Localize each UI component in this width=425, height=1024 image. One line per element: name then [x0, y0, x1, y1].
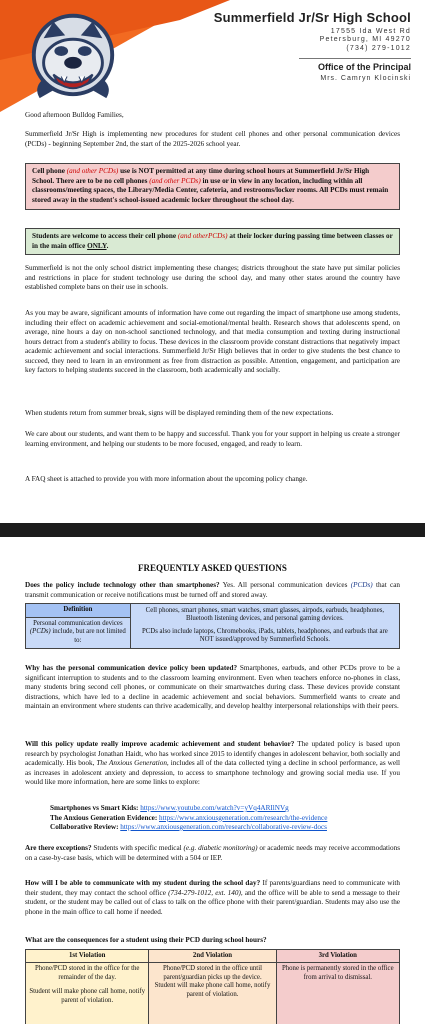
definition-devices: [130, 604, 399, 649]
faq-question: Are there exceptions?: [25, 844, 92, 852]
faq-question: Will this policy update really improve academic achievement and student behavior?: [25, 740, 295, 748]
faq-item-1: [25, 581, 400, 600]
research-link[interactable]: https://www.anxiousgeneration.com/research/collaborative-review-docs: [120, 823, 327, 831]
notice-pcd-note: (and other PCDs): [66, 167, 119, 175]
school-address: [320, 28, 411, 53]
faq-answer: Yes. All personal communication devices: [219, 581, 351, 589]
policy-notice-red: [25, 163, 400, 210]
policy-notice-green: [25, 228, 400, 255]
office-title: Office of the Principal: [317, 62, 411, 72]
faq-answer: and the office will be able to send a message to their student, or the student may be called out of class to talk on the office phone with their parent/guardian. Students may also use the phone in the main office to call home if needed.: [25, 888, 401, 916]
paragraph-5: A FAQ sheet is attached to provide you with more information about the upcoming policy change.: [25, 475, 308, 483]
notice-pcd-note: (and otherPCDs): [177, 232, 228, 240]
faq-answer: or academic needs may receive accommodations on a case-by-case basis, which will be determined with a 504 or IEP.: [25, 844, 401, 862]
faq-item-5: [25, 879, 400, 917]
faq-item-2: [25, 664, 400, 712]
faq-question: How will I be able to communicate with my student during the school day?: [25, 879, 261, 887]
violation-cell-3: [276, 963, 399, 1024]
notice-text: in use or in view in any location, including within all classrooms/meeting spaces, the Library/Media Center, cafeteria, and restrooms/locker rooms. All PCDs must remain stored away in the student's school-issued academic locker throughout the school day.: [32, 176, 389, 205]
faq-book-title: The Anxious Generation,: [96, 759, 169, 767]
link-label: The Anxious Generation Evidence:: [50, 813, 158, 822]
definition-term-pcd: (PCDs): [29, 628, 51, 636]
violation-header-1: 1st Violation: [26, 950, 149, 963]
phone-number: (734) 279-1012: [346, 44, 411, 52]
research-link[interactable]: https://www.youtube.com/watch?v=yVq4ARIlNVg: [140, 804, 289, 812]
faq-question: Why has the personal communication device policy been updated?: [25, 664, 238, 672]
list-item: [50, 804, 400, 814]
violation-action: Phone/PCD stored in the office until parent/guardian picks up the device.: [162, 965, 262, 981]
definition-devices-1: Cell phones, smart phones, smart watches, smart glasses, airpods, earbuds, headphones, Bluetooth listening devices, and personal gaming devices.: [145, 607, 385, 623]
address-line-1: 17555 Ida West Rd: [330, 28, 411, 35]
notice-text: Cell phone: [32, 167, 67, 175]
list-item: [50, 814, 400, 824]
list-item: [50, 823, 400, 833]
faq-answer: The updated policy is based upon research by psychologist Jonathan Haidt, who has worked since 2015 to identify changes in adolescent behavior, both socially and academically. His book,: [25, 740, 400, 767]
violation-header-2: 2nd Violation: [149, 950, 276, 963]
faq-question-consequences: What are the consequences for a student using their PCD during school hours?: [25, 936, 267, 944]
violation-followup: Student will make phone call home, notify parent of violation.: [154, 982, 271, 998]
violation-action: Phone/PCD stored in the office for the remainder of the day.: [34, 965, 140, 981]
violation-followup: Student will make phone call home, notify parent of violation.: [29, 988, 146, 1004]
faq-title: FREQUENTLY ASKED QUESTIONS: [138, 563, 287, 573]
header-divider: [299, 58, 411, 59]
intro-paragraph: Summerfield Jr/Sr High is implementing new procedures for student cell phones and other personal communication devices (PCDs) - beginning September 2nd, the start of the 2025-2026 school year.: [25, 130, 400, 148]
faq-answer: Smartphones, earbuds, and other PCDs prove to be a significant interruption to students and to the classroom learning environment. Even when teachers enforce no-phones in class, many students bring second cell phones, or communicate on their smartwatches during class. These devices provide constant distractions, which have led to a decline in academic achievement and social behaviors. Summerfield wants to create and maintain an environment where students can thrive academically, and develop healthy interpersonal relationships with their peers.: [25, 664, 400, 710]
notice-text: at their locker during passing time between classes or in the main office: [32, 232, 393, 250]
violation-cell-1: [26, 963, 149, 1024]
paragraph-2: As you may be aware, significant amounts of information have come out regarding the impact of smartphone use among students, including their effect on academic achievement and social-emotional/mental health. Research shows that adolescents spend, on average, nine hours a day on non-school sanctioned technology, and that media consumption and texting during instructional hours detract from a student's ability to focus. These devices in the classroom provide constant distractions that negatively impact academic achievement and social interactions. Summerfield Jr/Sr High believes that in order to give students the best chance to succeed, they need to learn in an environment as free from distraction as possible. Attention, engagement, and participation are key factors to helping students succeed in the classroom, both academically and socially.: [25, 309, 400, 374]
faq-answer-phone: (734-279-1012, ext. 140),: [168, 888, 243, 897]
bulldog-logo: [24, 4, 122, 102]
principal-name: Mrs. Camryn Klocinski: [320, 75, 411, 82]
definition-term: [26, 617, 131, 648]
notice-text: Students are welcome to access their cell phone: [32, 232, 178, 240]
definition-table: [25, 603, 400, 649]
paragraph-3: When students return from summer break, signs will be displayed reminding them of the new expectations.: [25, 409, 334, 417]
research-link[interactable]: https://www.anxiousgeneration.com/research/the-evidence: [159, 813, 328, 822]
violation-header-3: 3rd Violation: [276, 950, 399, 963]
paragraph-4: We care about our students, and want them to be happy and successful. Thank you for your support in helping us create a stronger learning environment, and helping our students to be more focused, engaged, and ready to learn.: [25, 430, 400, 448]
violation-action: Phone is permanently stored in the office from arrival to dismissal.: [281, 965, 394, 981]
page-separator: [0, 523, 425, 537]
definition-term-text: include, but are not limited to:: [50, 628, 126, 644]
notice-text: .: [106, 241, 109, 250]
faq-answer: Students with specific medical: [91, 844, 184, 852]
definition-devices-2: PCDs also include laptops, Chromebooks, iPads, tablets, headphones, and earbuds that are NOT issued/approved by Summerfield Schools.: [141, 627, 388, 644]
faq-item-4: [25, 844, 400, 863]
faq-answer: If parents/guardians need to communicate with their student, they may contact the school office: [25, 879, 400, 897]
link-label: Smartphones vs Smart Kids:: [50, 804, 139, 812]
address-line-2: Petersburg, MI 49270: [319, 36, 411, 44]
faq-question: Does the policy include technology other than smartphones?: [25, 581, 220, 589]
notice-text: use is NOT permitted at any time during school hours at Summerfield Jr/Sr High School. There are to be no cell phones: [32, 167, 370, 185]
faq-answer-example: (e.g. diabetic monitoring): [183, 844, 258, 852]
research-links: [50, 804, 400, 833]
definition-term-text: Personal communication devices: [33, 619, 123, 627]
faq-page: [0, 537, 425, 1024]
school-name: Summerfield Jr/Sr High School: [213, 10, 411, 25]
paragraph-1: Summerfield is not the only school district implementing these changes; districts throughout the state have put similar policies and restrictions in place for student technology use during the school day, and many other states around the country have established complete bans on their use in schools.: [25, 264, 400, 291]
definition-header: Definition: [26, 604, 131, 618]
faq-item-3: [25, 740, 400, 788]
faq-answer: includes all of the data collected tying a decline in school performance, as well as increases in adolescent anxiety and depression, to access to smartphone technology and growing social media use. If you would like more information, here are some links to explore:: [25, 759, 401, 786]
violation-cell-2: [149, 963, 276, 1024]
notice-pcd-note: (and other PCDs): [149, 176, 201, 185]
faq-answer-pcd: (PCDs): [350, 581, 373, 589]
notice-only: ONLY: [87, 241, 107, 250]
consequences-table: [25, 949, 400, 1024]
greeting: Good afternoon Bulldog Families,: [25, 111, 124, 119]
faq-answer: that can transmit communication or receive notifications must be turned off and stored away.: [25, 581, 400, 599]
link-label: Collaborative Review:: [50, 823, 119, 831]
